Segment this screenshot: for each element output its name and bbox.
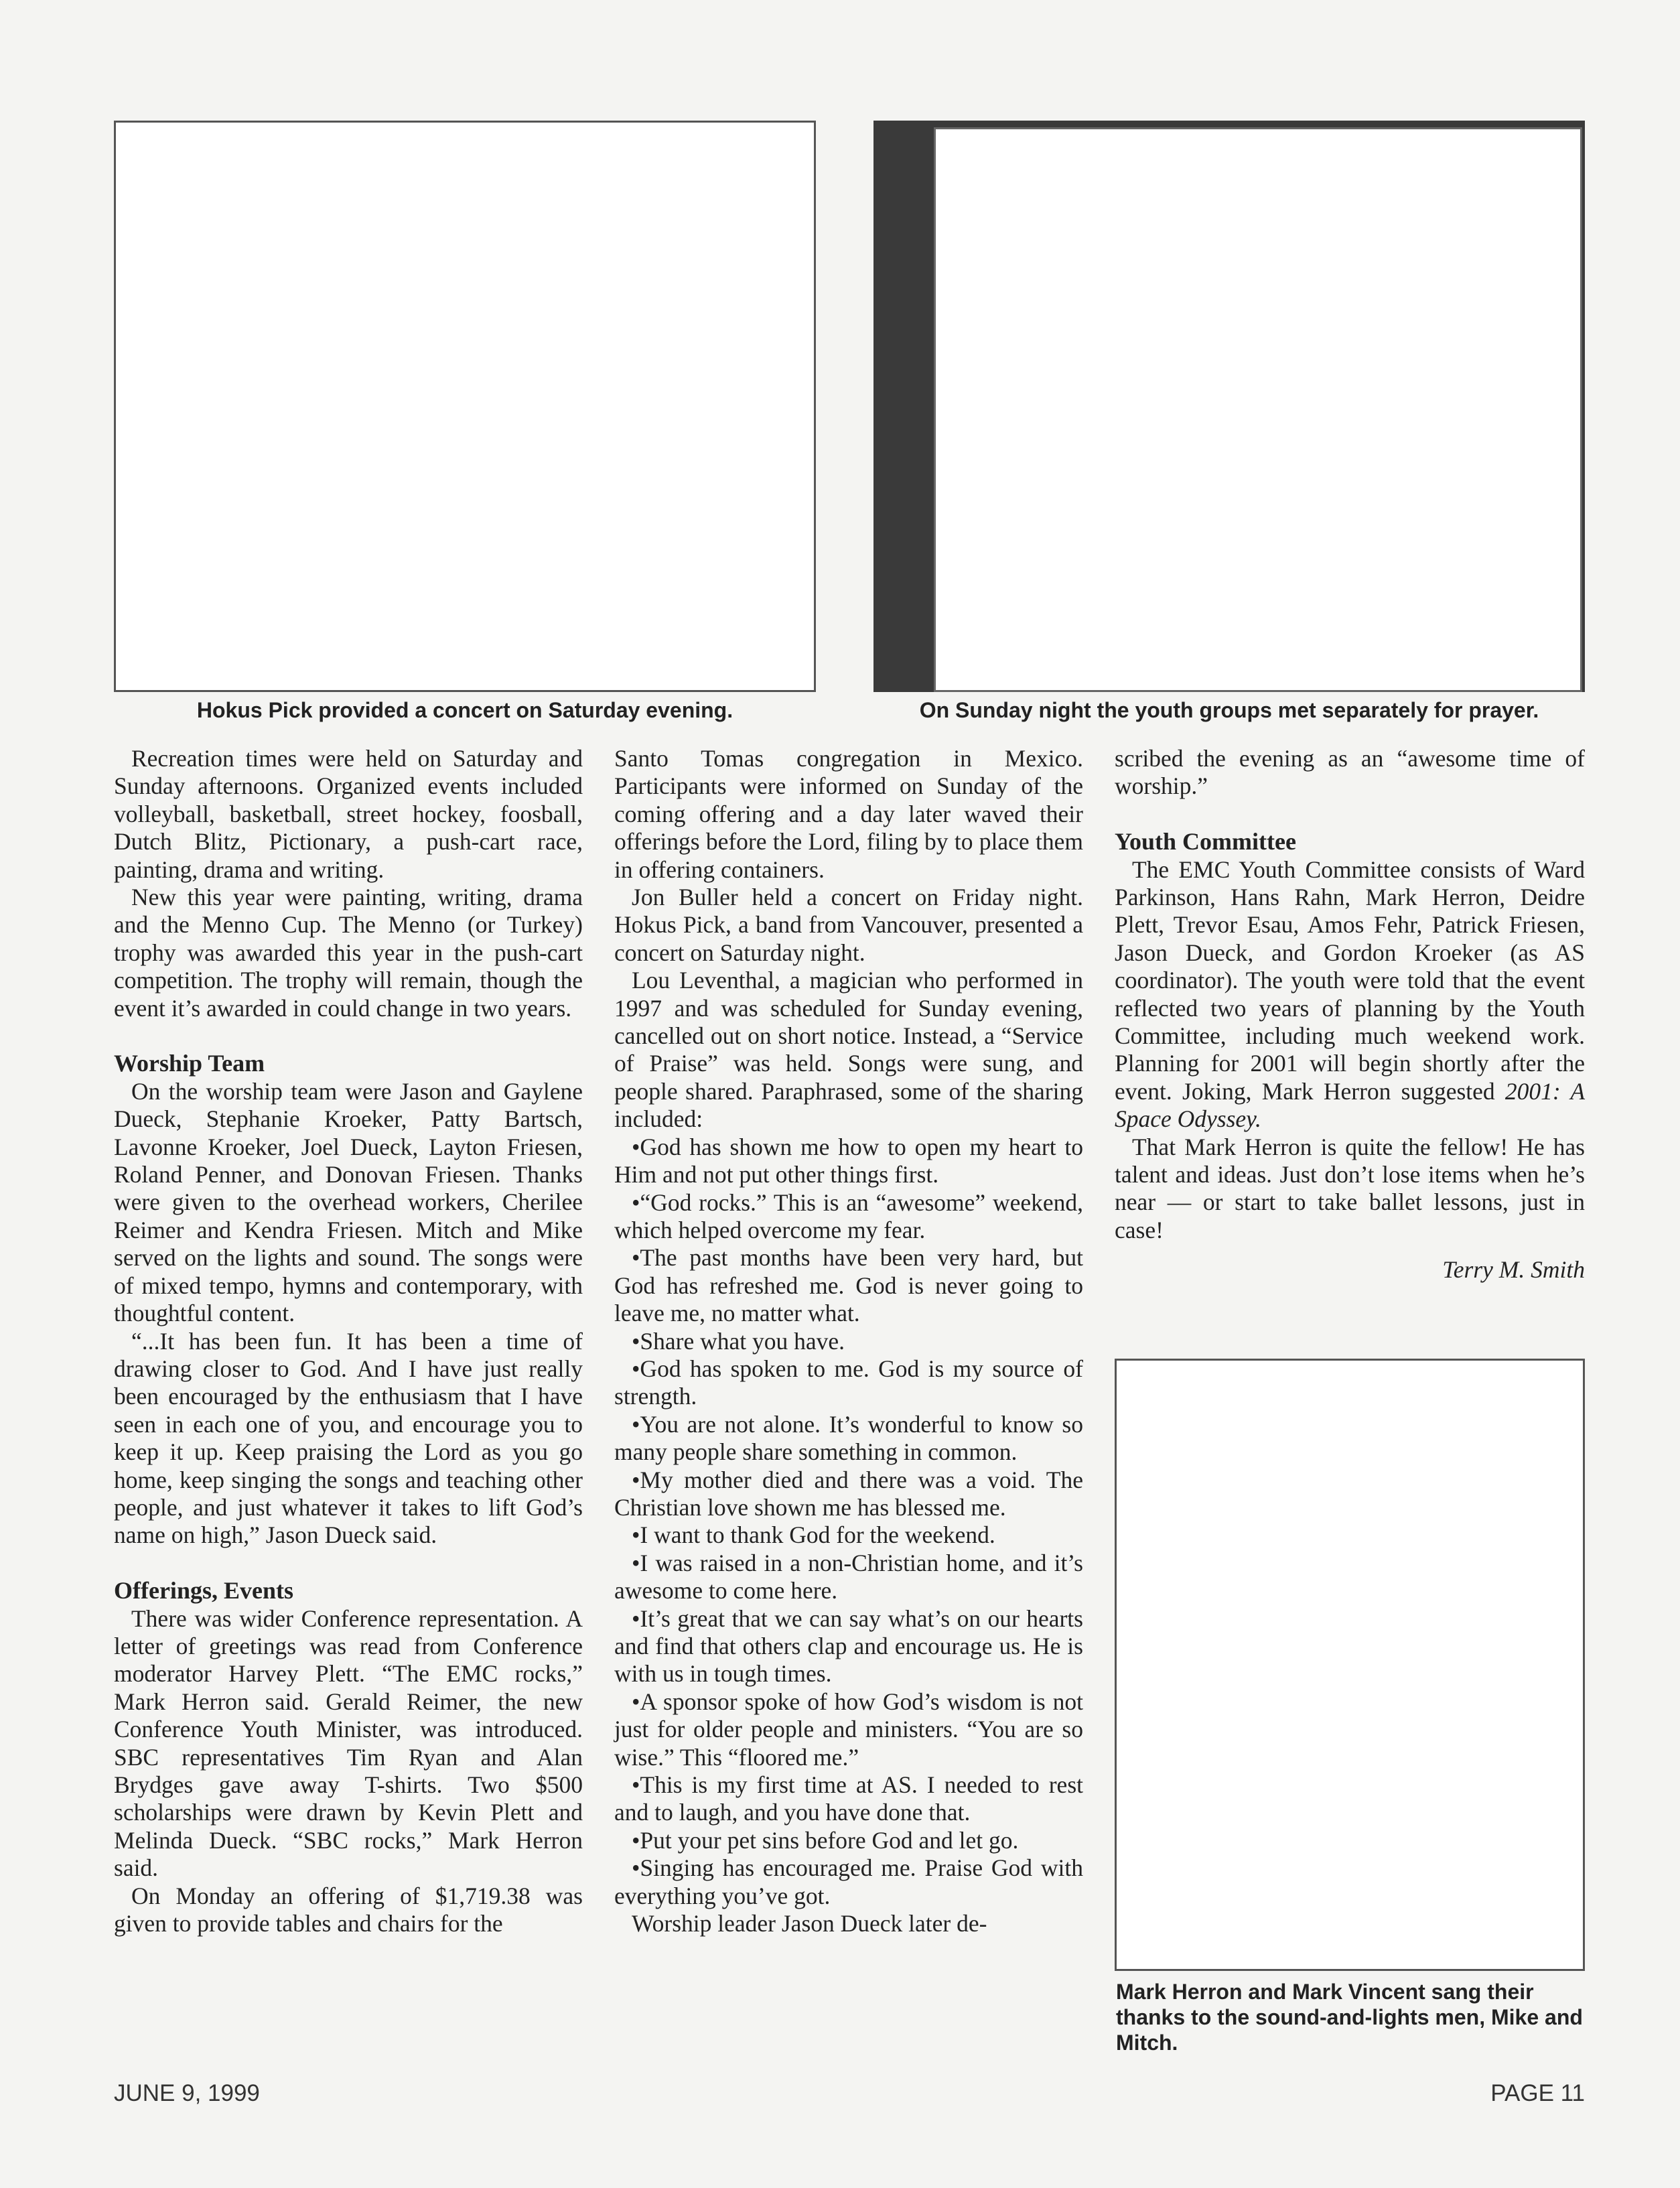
byline: Terry M. Smith (1442, 1256, 1585, 1284)
section-heading-youth-committee: Youth Committee (1115, 828, 1296, 856)
bullet-quote: •God has shown me how to open my heart to Him and not put other things first. (614, 1133, 1083, 1188)
paragraph: “...It has been fun. It has been a time of drawing closer to God. And I have just really been encouraged by the enthusiasm that I have seen in each one of you, and encourage you to keep it up. Keep praising the Lord as you go home, keep singing the songs and teaching other people, and just whatever it takes to lift God’s name on high,” Jason Dueck said. (114, 1327, 583, 1549)
article-column-3 (1115, 745, 1585, 1284)
paragraph: scribed the evening as an “awesome time of worship.” (1115, 745, 1585, 800)
paragraph: Jon Buller held a concert on Friday night. Hokus Pick, a band from Vancouver, presented a concert on Saturday night. (614, 884, 1083, 966)
bullet-quote: •God has spoken to me. God is my source of strength. (614, 1355, 1083, 1410)
caption-photo-2: On Sunday night the youth groups met separately for prayer. (919, 698, 1539, 722)
bullet-quote: •This is my first time at AS. I needed to rest and to laugh, and you have done that. (614, 1771, 1083, 1826)
photo-mark-herron-vincent (1115, 1359, 1585, 1971)
photo-youth-prayer (873, 121, 1585, 692)
bullet-quote: •You are not alone. It’s wonderful to know so many people share something in common. (614, 1410, 1083, 1466)
photo-youth-prayer-frame (934, 127, 1582, 692)
caption-photo-1: Hokus Pick provided a concert on Saturday evening. (196, 698, 733, 722)
bullet-quote: •“God rocks.” This is an “awesome” weekend, which helped overcome my fear. (614, 1188, 1083, 1243)
bullet-quote: •My mother died and there was a void. The Christian love shown me has blessed me. (614, 1466, 1083, 1521)
footer-page-number: PAGE 11 (1490, 2080, 1585, 2106)
article-column-2 (614, 745, 1083, 1937)
caption-photo-3: Mark Herron and Mark Vincent sang their thanks to the sound-and-lights men, Mike and Mitch. (1116, 1980, 1583, 2055)
paragraph: Recreation times were held on Saturday and Sunday afternoons. Organized events included volleyball, basketball, street hockey, foosball, Dutch Blitz, Pictionary, a push-cart race, painting, drama and writing. (114, 745, 583, 883)
footer-date: JUNE 9, 1999 (114, 2080, 260, 2106)
bullet-quote: •A sponsor spoke of how God’s wisdom is not just for older people and ministers. “You are so wise.” This “floored me.” (614, 1688, 1083, 1771)
paragraph (1115, 856, 1585, 1134)
section-heading-worship-team: Worship Team (114, 1050, 265, 1077)
section-heading-offerings-events: Offerings, Events (114, 1577, 293, 1604)
paragraph: Worship leader Jason Dueck later de- (632, 1910, 987, 1937)
paragraph-text: The EMC Youth Committee consists of Ward Parkinson, Hans Rahn, Mark Herron, Deidre Plett, Trevor Esau, Amos Fehr, Patrick Friesen, Jason Dueck, and Gordon Kroeker (as AS coordinator). The youth were told that the event reflected two years of planning by the Youth Committee, including much weekend work. Planning for 2001 will begin shortly after the event. Joking, Mark Herron suggested (1115, 856, 1585, 1105)
paragraph: On the worship team were Jason and Gaylene Dueck, Stephanie Kroeker, Patty Bartsch, Lavonne Kroeker, Joel Dueck, Layton Friesen, Roland Penner, and Donovan Friesen. Thanks were given to the overhead workers, Cherilee Reimer and Kendra Friesen. Mitch and Mike served on the lights and sound. The songs were of mixed tempo, hymns and contemporary, with thoughtful content. (114, 1077, 583, 1327)
article-column-1 (114, 745, 583, 1937)
photo-hokus-pick-concert (114, 121, 816, 692)
bullet-quote: •Share what you have. (632, 1327, 845, 1355)
paragraph: Lou Leventhal, a magician who performed in 1997 and was scheduled for Sunday evening, cancelled out on short notice. Instead, a “Service of Praise” was held. Songs were sung, and people shared. Paraphrased, some of the sharing included: (614, 967, 1083, 1133)
bullet-quote: •Singing has encouraged me. Praise God with everything you’ve got. (614, 1854, 1083, 1909)
film-title: 2001: A Space Odyssey. (1115, 1077, 1586, 1133)
bullet-quote: •I was raised in a non-Christian home, and it’s awesome to come here. (614, 1549, 1083, 1604)
paragraph: Santo Tomas congregation in Mexico. Participants were informed on Sunday of the coming offering and a day later waved their offerings before the Lord, filing by to place them in offering containers. (614, 745, 1083, 883)
bullet-quote: •I want to thank God for the weekend. (632, 1521, 995, 1549)
bullet-quote: •Put your pet sins before God and let go. (632, 1826, 1019, 1854)
bullet-quote: •The past months have been very hard, but God has refreshed me. God is never going to leave me, no matter what. (614, 1244, 1083, 1327)
paragraph: There was wider Conference representation. A letter of greetings was read from Conference moderator Harvey Plett. “The EMC rocks,” Mark Herron said. Gerald Reimer, the new Conference Youth Minister, was introduced. SBC representatives Tim Ryan and Alan Brydges gave away T-shirts. Two $500 scholarships were drawn by Kevin Plett and Melinda Dueck. “SBC rocks,” Mark Herron said. (114, 1604, 583, 1882)
paragraph: New this year were painting, writing, drama and the Menno Cup. The Menno (or Turkey) trophy was awarded this year in the push-cart competition. The trophy will remain, though the event it’s awarded in could change in two years. (114, 884, 583, 1022)
paragraph: That Mark Herron is quite the fellow! He has talent and ideas. Just don’t lose items when he’s near — or start to take ballet lessons, just in case! (1115, 1133, 1585, 1243)
paragraph: On Monday an offering of $1,719.38 was given to provide tables and chairs for the (114, 1882, 583, 1937)
bullet-quote: •It’s great that we can say what’s on our hearts and find that others clap and encourage us. He is with us in tough times. (614, 1604, 1083, 1688)
